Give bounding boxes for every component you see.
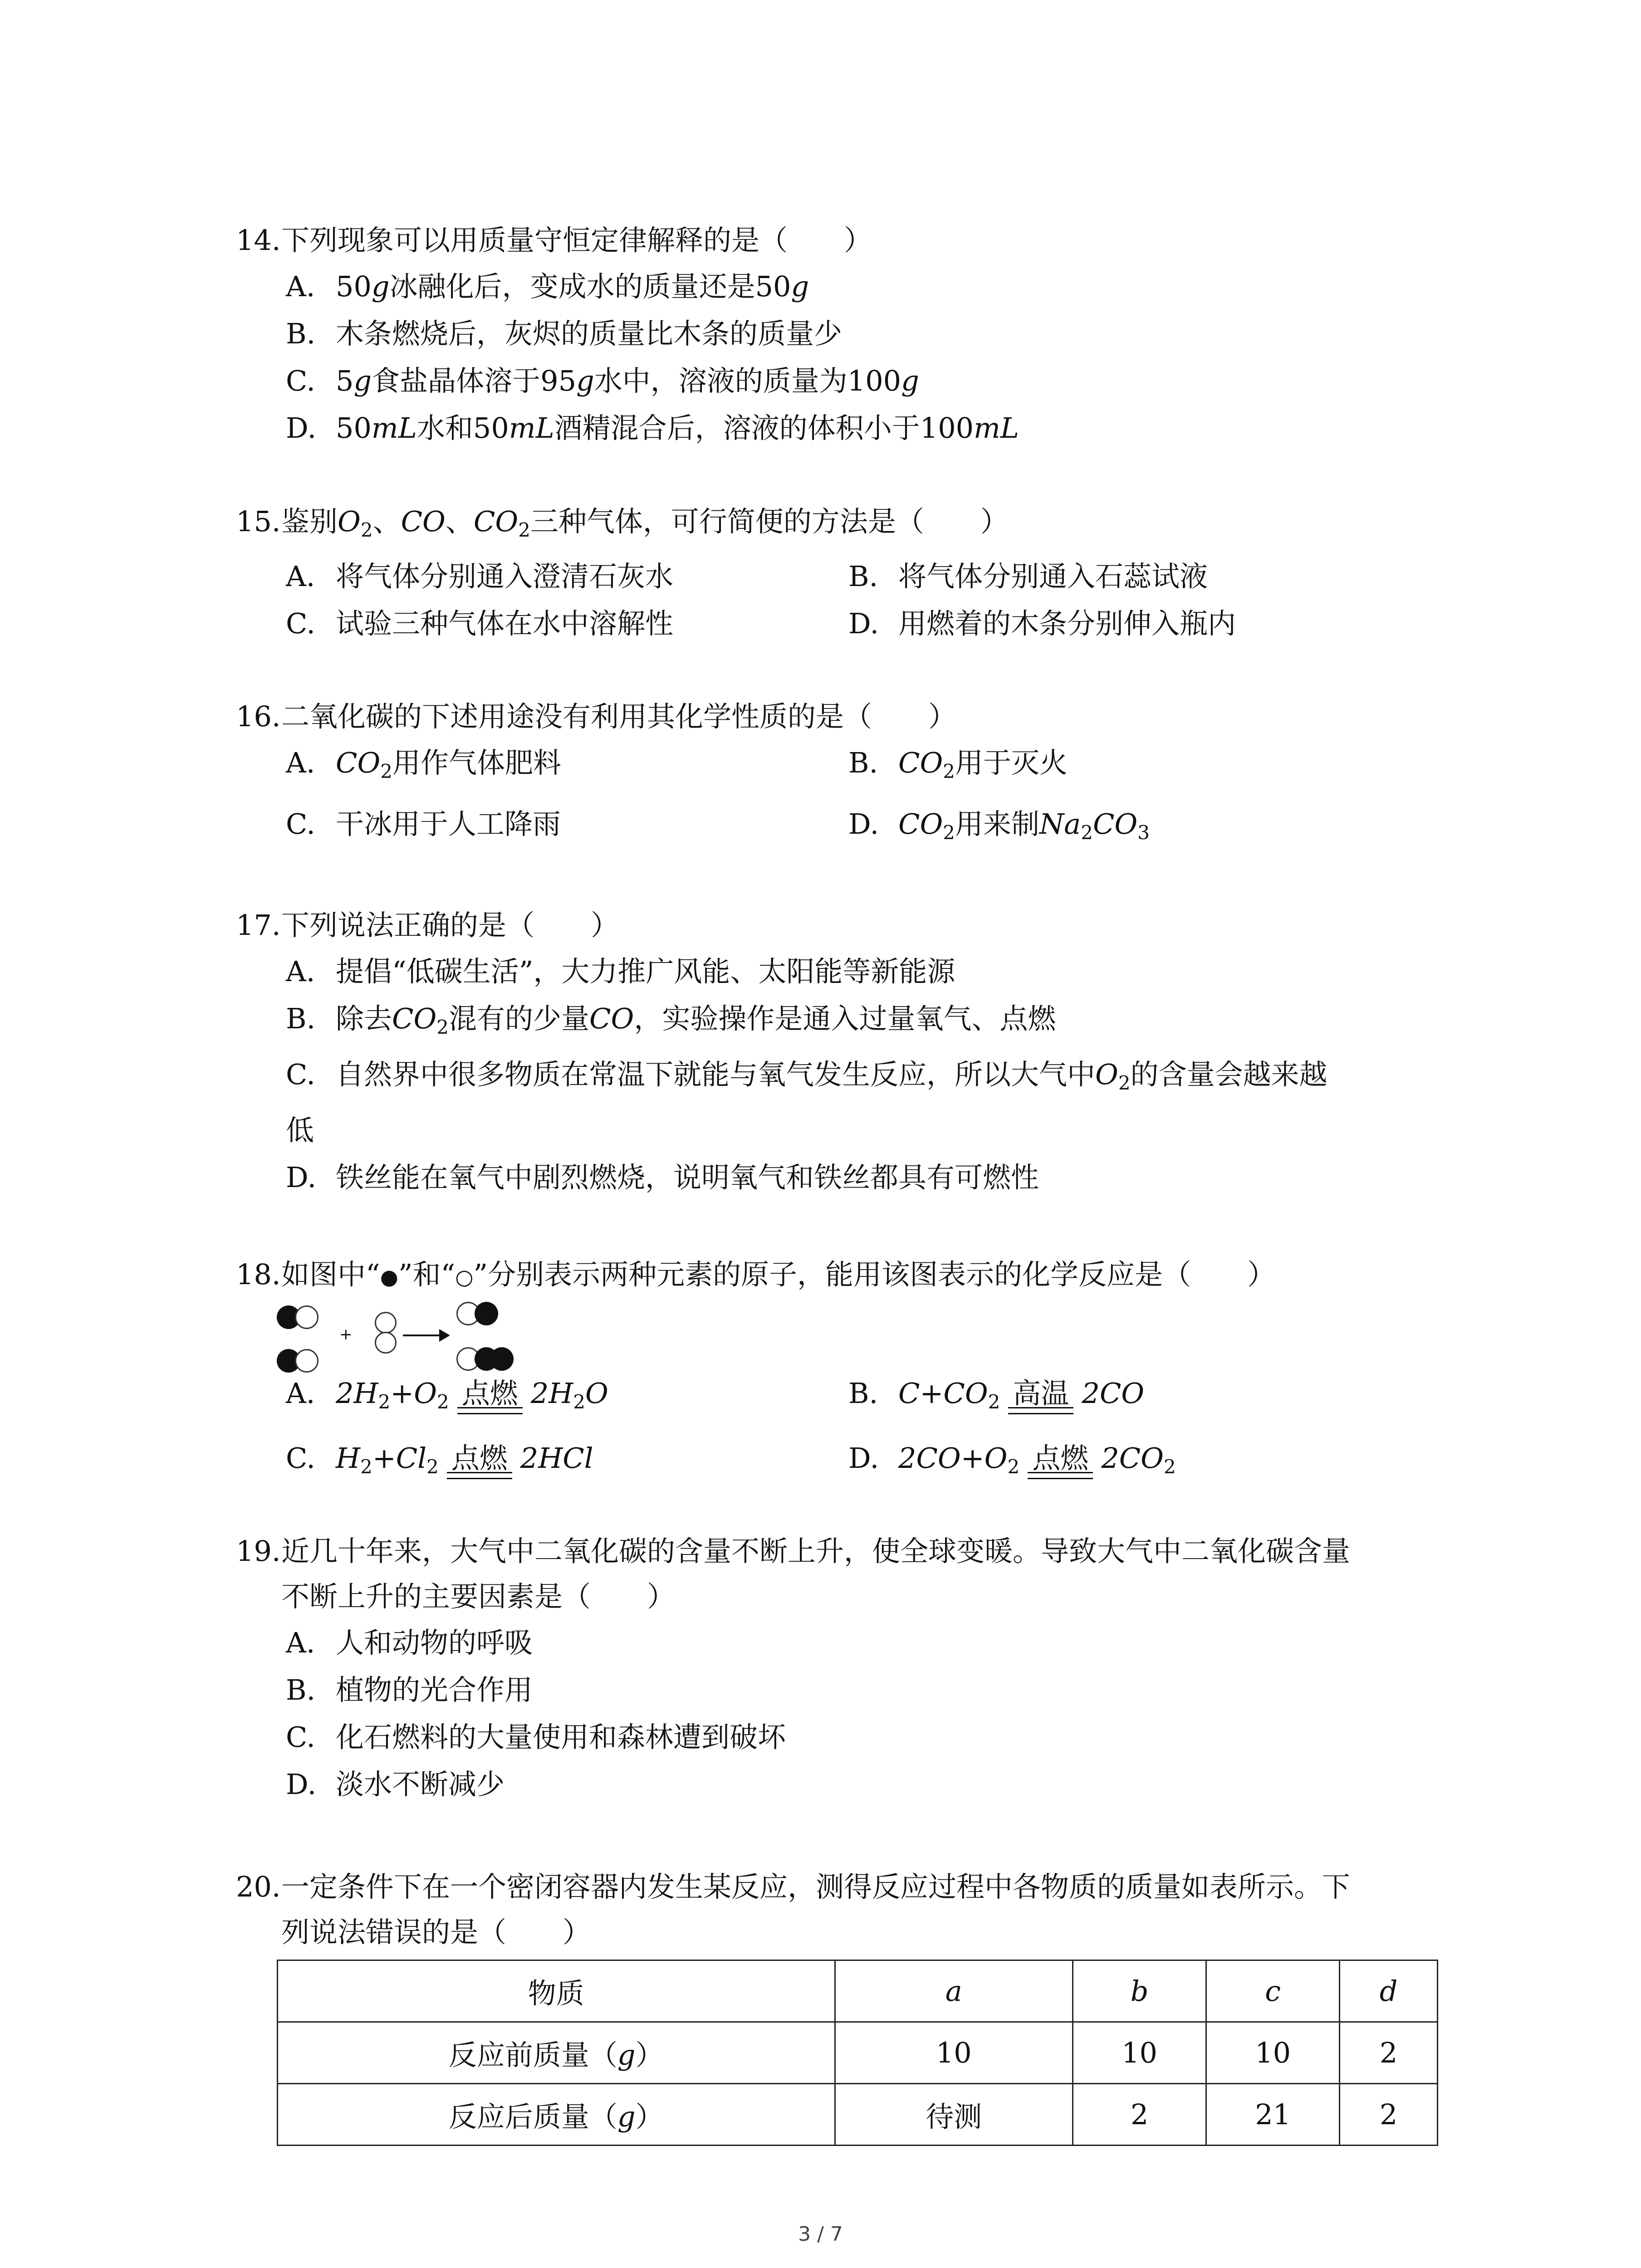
option-b[interactable]: B. 将气体分别通入石蕊试液 bbox=[848, 560, 1208, 593]
table-cell: 10 bbox=[1073, 2022, 1206, 2084]
option-c[interactable]: C. 试验三种气体在水中溶解性 bbox=[286, 607, 674, 640]
table-cell: 10 bbox=[1206, 2022, 1340, 2084]
question-18: 18.如图中“●”和“○”分别表示两种元素的原子，能用该图表示的化学反应是（ ） bbox=[236, 1252, 1461, 1300]
question-20: 20.一定条件下在一个密闭容器内发生某反应，测得反应过程中各物质的质量如表所示。下 列说法错误的是（ ） bbox=[236, 1864, 1461, 1955]
table-cell: 10 bbox=[835, 2022, 1073, 2084]
option-b[interactable]: B. $C+CO_2$ 高温 2CO bbox=[848, 1370, 1411, 1426]
option-c[interactable]: C. 自然界中很多物质在常温下就能与氧气发生反应，所以大气中$O_2$的含量会越来越 bbox=[286, 1058, 1327, 1094]
plus-sign: + bbox=[339, 1325, 353, 1344]
reaction-condition: 点燃 bbox=[447, 1435, 512, 1482]
reaction-arrow bbox=[403, 1334, 447, 1336]
option-b[interactable]: B. 除去$CO_2$混有的少量CO，实验操作是通入过量氧气、点燃 bbox=[286, 1002, 1056, 1038]
reaction-condition: 点燃 bbox=[457, 1370, 523, 1417]
table-header-row bbox=[278, 1960, 1438, 2022]
table-header-cell: b bbox=[1073, 1960, 1206, 2022]
white-atom bbox=[375, 1312, 397, 1334]
question-17: 17.下列说法正确的是（ ） A. 提倡“低碳生活”，大力推广风能、太阳能等新能源 B. 除去$CO_2$混有的少量CO，实验操作是通入过量氧气、点燃 C. 自然界中很多物质在常温下就能与氧气发生反应，所以大气中$O_2$的含量会越来越 低 D. 铁丝能在氧气中剧烈燃烧，说明氧气和铁丝都具有可燃性 bbox=[236, 903, 1461, 1201]
question-16: 16.二氧化碳的下述用途没有利用其化学性质的是（ ） A. $CO_2$用作气体肥料 B. $CO_2$用于灭火 C. 干冰用于人工降雨 D. $CO_2$用来制$Na_2CO_3$ bbox=[236, 694, 1461, 856]
mass-table bbox=[277, 1960, 1438, 2146]
question-stem: 下列现象可以用质量守恒定律解释的是（ ） bbox=[281, 224, 872, 257]
question-number: 18. bbox=[236, 1258, 281, 1291]
option-d[interactable]: D. $2CO+O_2$ 点燃 $2CO_2$ bbox=[848, 1435, 1411, 1491]
table-header-cell: 物质 bbox=[278, 1960, 835, 2022]
table-row-label: 反应后质量（g） bbox=[278, 2084, 835, 2146]
table-cell: 2 bbox=[1340, 2084, 1438, 2146]
question-14 bbox=[236, 218, 1461, 452]
table-header-cell: a bbox=[835, 1960, 1073, 2022]
question-18-options bbox=[236, 1370, 1461, 1491]
table-cell: 待测 bbox=[835, 2084, 1073, 2146]
option-b[interactable]: B. 植物的光合作用 bbox=[286, 1673, 533, 1706]
table-cell: 21 bbox=[1206, 2084, 1340, 2146]
option-d[interactable]: D. 铁丝能在氧气中剧烈燃烧，说明氧气和铁丝都具有可燃性 bbox=[286, 1161, 1039, 1194]
option-a[interactable]: A. 人和动物的呼吸 bbox=[286, 1626, 533, 1659]
option-a[interactable]: A. 50g冰融化后，变成水的质量还是50g bbox=[286, 270, 809, 303]
option-d[interactable]: D. 用燃着的木条分别伸入瓶内 bbox=[848, 607, 1236, 640]
page-number: 3 / 7 bbox=[798, 2223, 843, 2246]
reaction-condition: 高温 bbox=[1008, 1370, 1073, 1417]
white-atom bbox=[295, 1349, 318, 1373]
white-atom bbox=[375, 1332, 397, 1354]
question-number: 15. bbox=[236, 505, 281, 538]
option-c-continuation: 低 bbox=[286, 1114, 314, 1147]
question-number: 16. bbox=[236, 700, 281, 733]
table-row-label: 反应前质量（g） bbox=[278, 2022, 835, 2084]
option-b[interactable]: B. 木条燃烧后，灰烬的质量比木条的质量少 bbox=[286, 317, 843, 350]
question-19: 19.近几十年来，大气中二氧化碳的含量不断上升，使全球变暖。导致大气中二氧化碳含量 不断上升的主要因素是（ ） A. 人和动物的呼吸 B. 植物的光合作用 C. 化石燃料的大量使用和森林遭到破坏 D. 淡水不断减少 bbox=[236, 1529, 1461, 1808]
question-number: 14. bbox=[236, 224, 281, 257]
white-atom-symbol: ○ bbox=[455, 1265, 474, 1289]
black-atom bbox=[475, 1302, 498, 1325]
question-number: 17. bbox=[236, 909, 281, 942]
option-a[interactable]: A. $CO_2$用作气体肥料 bbox=[286, 746, 562, 782]
option-c[interactable]: C. 干冰用于人工降雨 bbox=[286, 807, 561, 841]
option-c[interactable]: C. $H_2+Cl_2$ 点燃 2HCl bbox=[286, 1435, 848, 1491]
option-d[interactable]: D. 淡水不断减少 bbox=[286, 1768, 505, 1801]
option-a[interactable]: A. $2H_2+O_2$ 点燃 $2H_2O$ bbox=[286, 1370, 848, 1426]
table-cell: 2 bbox=[1073, 2084, 1206, 2146]
option-d[interactable]: D. 50mL水和50mL酒精混合后，溶液的体积小于100mL bbox=[286, 411, 1019, 445]
question-15: 15.鉴别$O_2$、CO、$CO_2$三种气体，可行简便的方法是（ ） A. 将气体分别通入澄清石灰水 B. 将气体分别通入石蕊试液 C. 试验三种气体在水中溶解性 D. 用燃着的木条分别伸入瓶内 bbox=[236, 499, 1461, 647]
table-header-cell: d bbox=[1340, 1960, 1438, 2022]
option-d[interactable]: D. $CO_2$用来制$Na_2CO_3$ bbox=[848, 807, 1150, 844]
white-atom bbox=[295, 1305, 318, 1329]
question-number: 20. bbox=[236, 1870, 281, 1903]
table-row bbox=[278, 2084, 1438, 2146]
table-header-cell: c bbox=[1206, 1960, 1340, 2022]
table-cell: 2 bbox=[1340, 2022, 1438, 2084]
table-row bbox=[278, 2022, 1438, 2084]
option-c[interactable]: C. 化石燃料的大量使用和森林遭到破坏 bbox=[286, 1721, 786, 1754]
reaction-condition: 点燃 bbox=[1028, 1435, 1093, 1482]
option-a[interactable]: A. 提倡“低碳生活”，大力推广风能、太阳能等新能源 bbox=[286, 955, 955, 988]
option-a[interactable]: A. 将气体分别通入澄清石灰水 bbox=[286, 560, 674, 593]
option-c[interactable]: C. 5g食盐晶体溶于95g水中，溶液的质量为100g bbox=[286, 364, 919, 397]
question-number: 19. bbox=[236, 1535, 281, 1568]
black-atom-symbol: ● bbox=[380, 1265, 398, 1289]
option-b[interactable]: B. $CO_2$用于灭火 bbox=[848, 746, 1068, 782]
black-atom bbox=[490, 1347, 514, 1371]
